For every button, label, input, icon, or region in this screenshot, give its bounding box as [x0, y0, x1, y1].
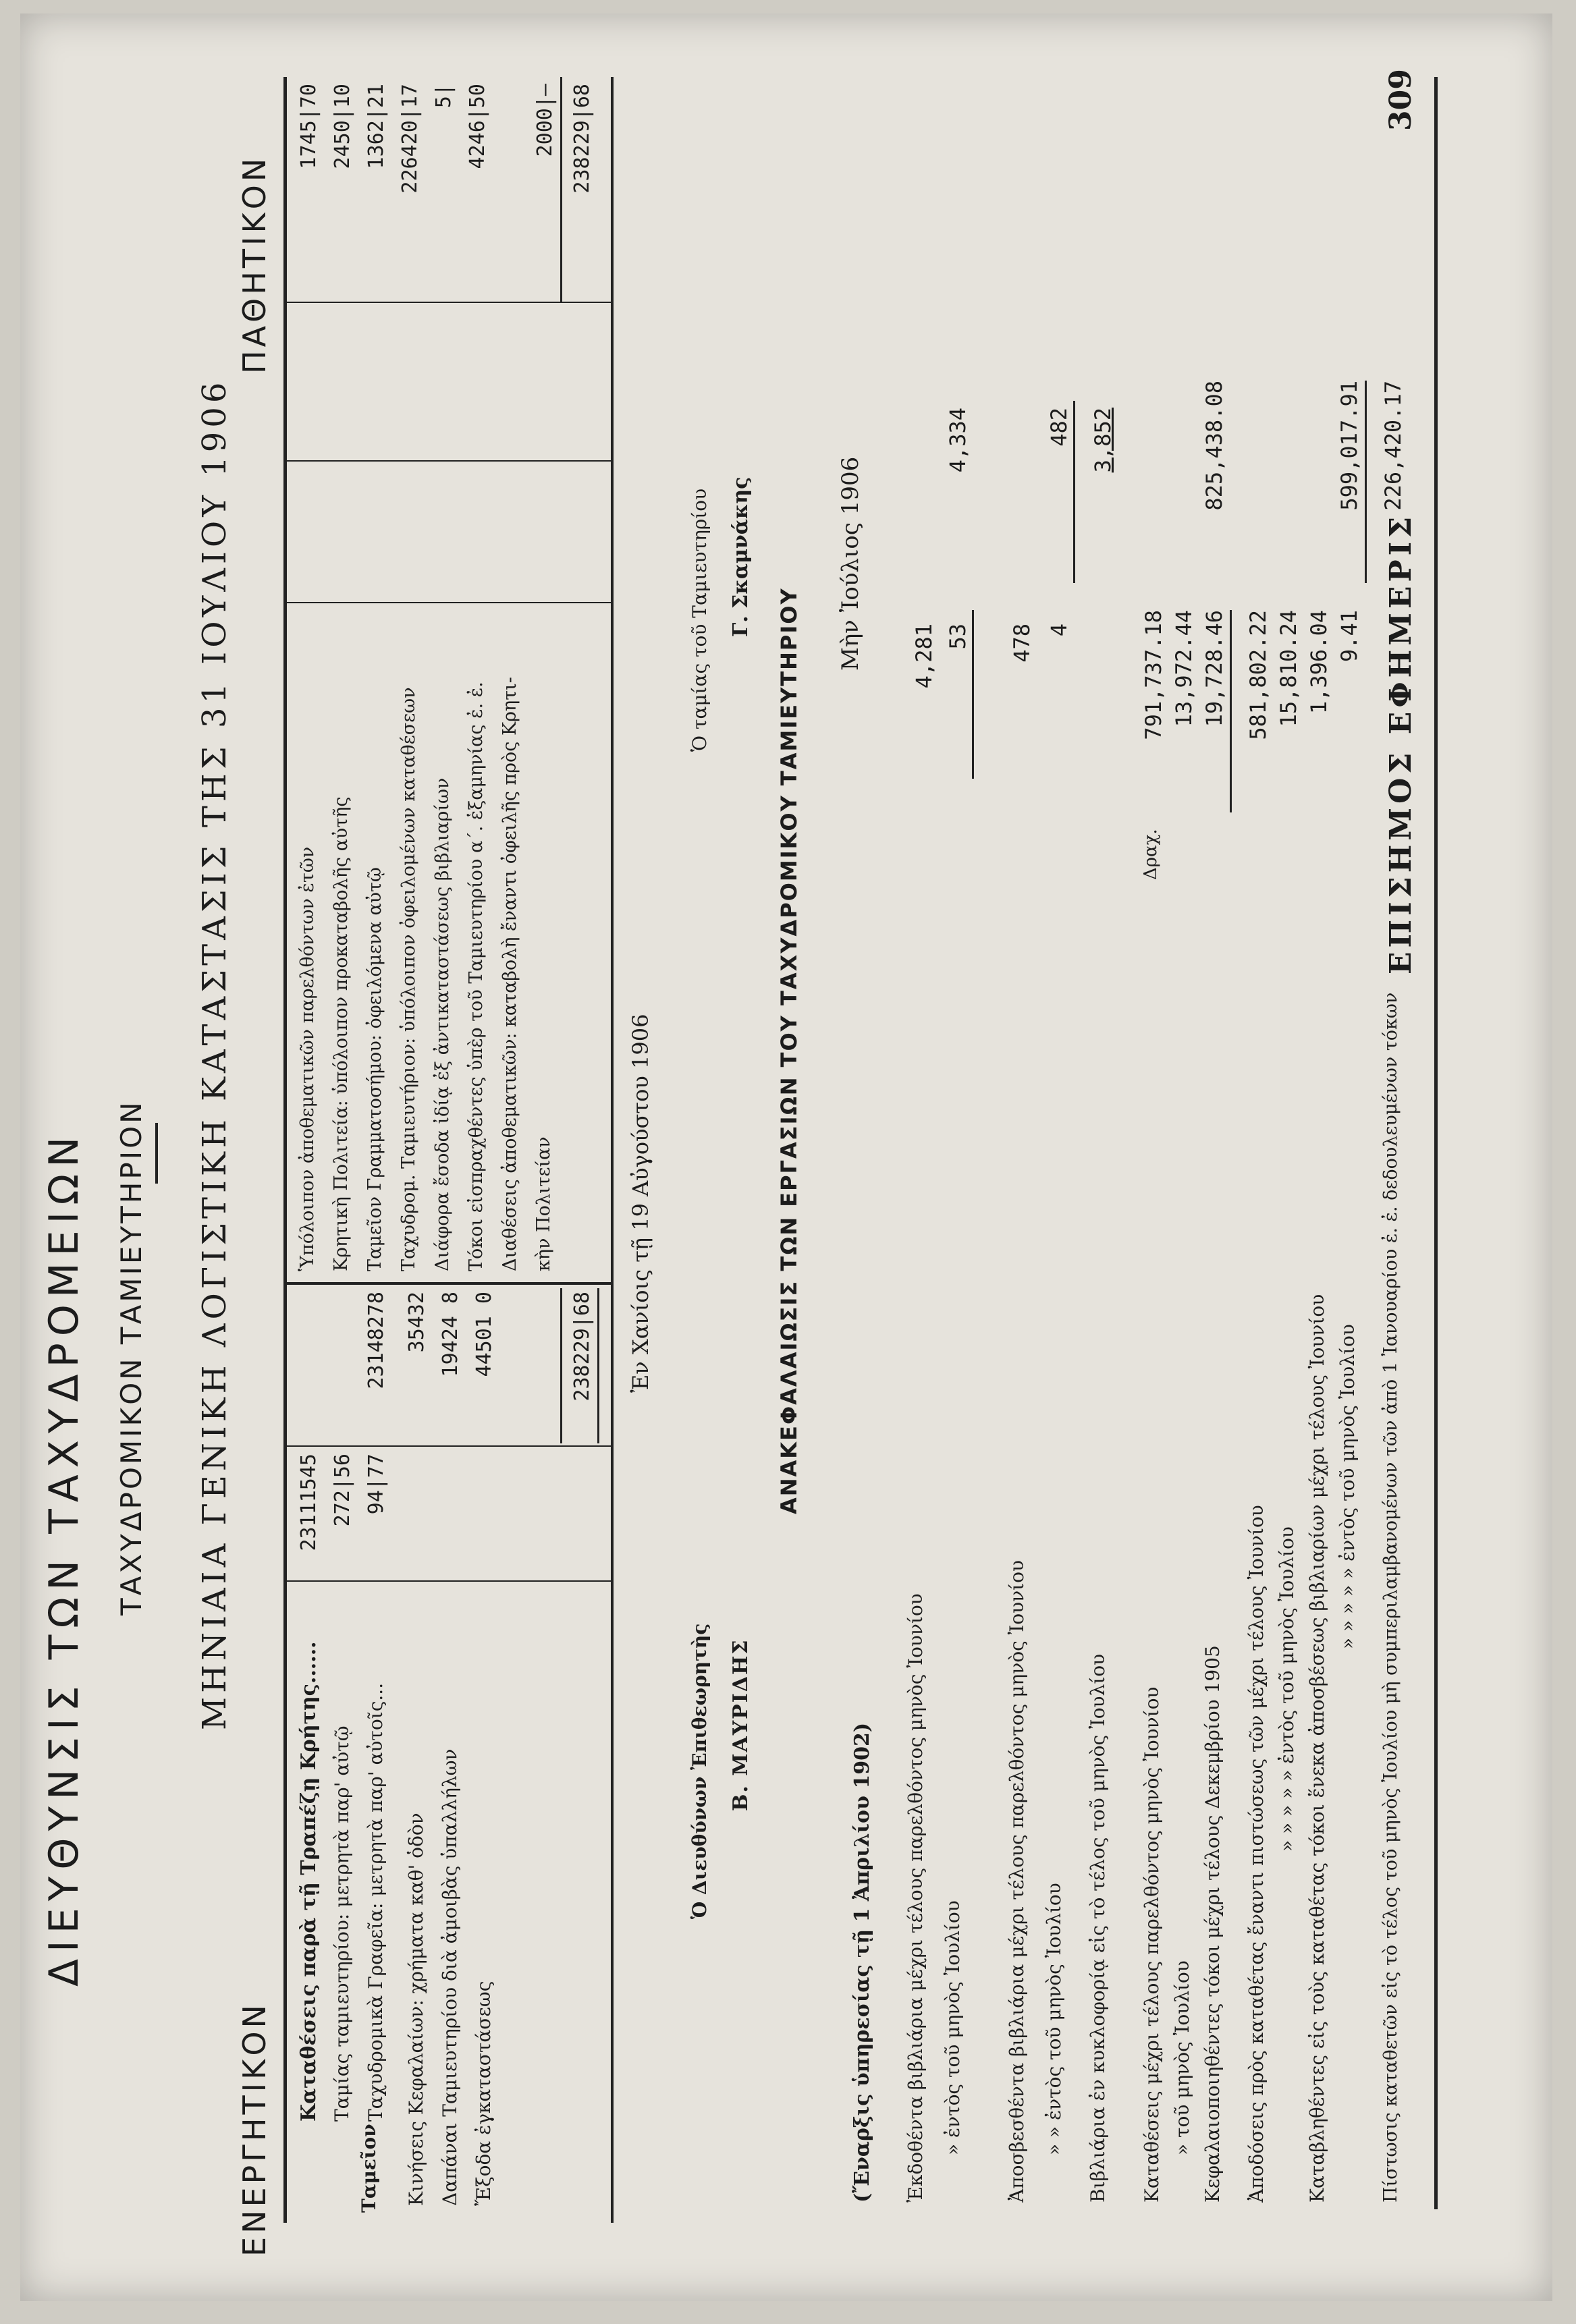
summary-rule-3	[1230, 610, 1232, 812]
summary-row-6-col1: 791,737.18	[1141, 610, 1166, 740]
summary-row-12-col1: 9.41	[1336, 610, 1362, 663]
asset-label-3: Ταχυδρομικὰ Γραφεῖα: μετρητὰ παρ' αὐτοῖς...	[364, 1682, 387, 2122]
liab-label-7: Διαθέσεις ἀποθεματικῶν: καταβολὴ ἔναντι ὀφειλῆς πρὸς Κρητι-	[499, 677, 520, 1271]
liab-value-6: 4246|50	[466, 84, 489, 169]
asset-value-2: 272|56	[331, 1454, 354, 1527]
summary-row-13-col2: 226,420.17	[1380, 381, 1406, 511]
liab-total-rule	[560, 77, 562, 303]
liab-value-rule-2	[283, 460, 614, 462]
summary-row-11-col1: 1,396.04	[1306, 610, 1332, 715]
asset-label-1: Καταθέσεις παρὰ τῇ Τραπέζῃ Κρήτης......	[297, 1641, 321, 2122]
summary-row-2-col2: 4,334	[945, 408, 971, 473]
summary-row-3-col1: 478	[1009, 624, 1035, 663]
liab-label-5: Διάφορα ἔσοδα ἰδίᾳ ἐξ ἀντικαταστάσεως βιβλιαρίων	[432, 777, 453, 1271]
summary-row-13: Πίστωσις καταθετῶν εἰς τὸ τέλος τοῦ μηνὸς Ἰουλίου μὴ συμπεριλαμβανομένων τῶν ἀπὸ 1 Ἰανουαρίου ἐ. ἐ. δεδουλευμένων τόκων	[1380, 992, 1401, 2203]
asset-label-4: Κινήσεις Κεφαλαίων: χρήματα καθ' ὁδὸν	[405, 1813, 427, 2206]
director-title: Ὁ Διευθύνων Ἐπιθεωρητὴς	[688, 1623, 711, 1919]
department-title: ΤΑΧΥΔΡΟΜΙΚΟΝ ΤΑΜΙΕΥΤΗΡΙΟΝ	[115, 1099, 148, 1615]
summary-row-5-col2: 3,852	[1090, 408, 1116, 473]
cashier-name: Γ. Σκαμνάκης	[729, 476, 753, 637]
asset-value-5: 19424 8	[439, 1292, 462, 1377]
liab-label-3: Ταμεῖον Γραμματοσήμου: ὀφειλόμενα αὐτῷ	[364, 867, 385, 1271]
table-bottom-rule	[611, 77, 614, 2223]
liab-label-6: Τόκοι εἰσπραχθέντες ὑπὲρ τοῦ Ταμιευτηρίου α΄. ἑξαμηνίας ἐ. ἐ.	[466, 682, 487, 1271]
asset-value-rule-2	[283, 1445, 614, 1447]
place-date: Ἐν Χανίοις τῇ 19 Αὐγούστου 1906	[628, 1014, 653, 1393]
liab-label-2: Κρητικὴ Πολιτεία: ὑπόλοιπον προκαταβολῆς αὐτῆς	[331, 796, 352, 1271]
asset-value-6: 44501 0	[472, 1292, 496, 1377]
summary-row-11: Καταβληθέντες εἰς τοὺς καταθέτας τόκοι ἕνεκα ἀποσβέσεως βιβλιαρίων μέχρι τέλους Ἰουνίου	[1306, 1294, 1328, 2203]
page-number: 309	[1384, 69, 1418, 131]
liab-total: 238229|68	[570, 84, 594, 194]
director-name: Β. ΜΑΥΡΙΔΗΣ	[729, 1638, 753, 1811]
summary-row-2: » ἐντὸς τοῦ μηνὸς Ἰουλίου	[942, 1900, 964, 2155]
liab-value-4: 226420|17	[398, 84, 422, 194]
summary-row-1: Ἐκδοθέντα βιβλιάρια μέχρι τέλους παρελθόντος μηνὸς Ἰουνίου	[904, 1593, 927, 2203]
asset-label-5: Δαπάναι Ταμιευτηρίου διὰ ἀμοιβὰς ὑπαλλήλων	[439, 1748, 461, 2206]
summary-row-4: » » ἐντὸς τοῦ μηνὸς Ἰουλίου	[1043, 1883, 1065, 2155]
asset-label-6: Ἔξοδα ἐγκαταστάσεως	[472, 1981, 495, 2206]
table-mid-rule	[283, 1282, 614, 1285]
liab-label-4: Ταχυδρομ. Ταμιευτήριον: ὑπόλοιπον ὀφειλομένων καταθέσεων	[398, 687, 419, 1271]
summary-row-10-col1: 15,810.24	[1276, 610, 1301, 727]
assets-heading: ΕΝΕΡΓΗΤΙΚΟΝ	[236, 2001, 273, 2257]
liab-value-5: 5|	[432, 84, 456, 109]
liab-value-1: 1745|70	[297, 84, 321, 169]
cash-group-label: Ταμεῖον	[358, 2124, 380, 2213]
summary-row-7: » τοῦ μηνὸς Ἰουλίου	[1171, 1960, 1193, 2155]
summary-row-8: Κεφαλαιοποιηθέντες τόκοι μέχρι τέλους Δεκεμβρίου 1905	[1201, 1645, 1224, 2203]
summary-rule-2	[1073, 401, 1075, 583]
liab-label-1: Ὑπόλοιπον ἀποθεματικῶν παρελθόντων ἐτῶν	[297, 846, 318, 1271]
summary-row-3: Ἀποσβεσθέντα βιβλιάρια μέχρι τέλους παρελθόντος μηνὸς Ἰουνίου	[1006, 1560, 1028, 2203]
summary-row-4-col2: 482	[1046, 408, 1072, 447]
summary-row-9: Ἀποδόσεις πρὸς καταθέτας ἔναντι πιστώσεως τῶν μέχρι τέλους Ἰουνίου	[1245, 1505, 1268, 2203]
summary-row-8-col2: 825,438.08	[1201, 381, 1227, 511]
liab-value-rule-3	[283, 302, 614, 303]
asset-label-2: Ταμίας ταμιευτηρίου: μετρητὰ παρ' αὐτῷ	[331, 1725, 353, 2122]
summary-row-6: Καταθέσεις μέχρι τέλους παρελθόντος μηνὸς Ἰουνίου	[1141, 1686, 1163, 2203]
liabilities-heading: ΠΑΘΗΤΙΚΟΝ	[236, 155, 273, 374]
table-top-rule	[283, 77, 287, 2223]
summary-row-4-col1: 4	[1046, 624, 1072, 637]
asset-value-3: 94|77	[364, 1454, 388, 1515]
asset-total-underline	[597, 1288, 599, 1443]
asset-value-1: 23111545	[297, 1454, 321, 1551]
liab-value-8: 2000|—	[533, 84, 557, 157]
asset-subtotal: 23148278	[364, 1292, 388, 1389]
summary-row-7-col1: 13,972.44	[1171, 610, 1197, 727]
summary-row-12-col2: 599,017.91	[1336, 381, 1362, 511]
month-header: Μὴν Ἰούλιος 1906	[837, 456, 864, 671]
summary-row-10: » » » » » ἐντὸς τοῦ μηνὸς Ἰουλίου	[1276, 1526, 1298, 1852]
summary-row-6-unit: Δραχ.	[1141, 829, 1161, 880]
liab-value-rule-1	[283, 602, 614, 603]
summary-row-9-col1: 581,802.22	[1245, 610, 1271, 740]
summary-row-1-col1: 4,281	[911, 624, 937, 689]
journal-title: ΕΠΙΣΗΜΟΣ ΕΦΗΜΕΡΙΣ	[1384, 512, 1418, 974]
summary-row-8-col1: 19,728.46	[1201, 610, 1227, 727]
summary-rule-4	[1365, 381, 1367, 583]
summary-row-5: Βιβλιάρια ἐν κυκλοφορίᾳ εἰς τὸ τέλος τοῦ μηνὸς Ἰουλίου	[1087, 1653, 1109, 2203]
asset-value-rule-1	[283, 1580, 614, 1582]
statement-title: ΜΗΝΙΑΙΑ ΓΕΝΙΚΗ ΛΟΓΙΣΤΙΚΗ ΚΑΤΑΣΤΑΣΙΣ ΤΗΣ 31 ΙΟΥΛΙΟΥ 1906	[196, 378, 234, 1730]
liab-value-3: 1362|21	[364, 84, 388, 169]
cashier-title: Ὁ ταμίας τοῦ Ταμιευτηρίου	[688, 488, 711, 752]
asset-value-4: 35432	[405, 1292, 429, 1353]
summary-row-2-col1: 53	[945, 624, 971, 650]
asset-total-rule	[560, 1288, 562, 1443]
asset-total: 238229|68	[570, 1292, 594, 1402]
summary-row-12: » » » » » ἐντὸς τοῦ μηνὸς Ἰουλίου	[1336, 1324, 1359, 1649]
title-rule	[155, 1123, 158, 1184]
summary-title: ΑΝΑΚΕΦΑΛΑΙΩΣΙΣ ΤΩΝ ΕΡΓΑΣΙΩΝ ΤΟΥ ΤΑΧΥΔΡΟΜΙΚΟΥ ΤΑΜΙΕΥΤΗΡΙΟΥ	[776, 587, 802, 1514]
header-rule	[1434, 77, 1438, 2209]
directorate-title: ΔΙΕΥΘΥΝΣΙΣ ΤΩΝ ΤΑΧΥΔΡΟΜΕΙΩΝ	[40, 1130, 88, 1987]
liab-value-2: 2450|10	[331, 84, 354, 169]
summary-rule-1	[972, 610, 974, 779]
liab-label-8: κὴν Πολιτείαν	[533, 1136, 554, 1271]
summary-subtitle: (Ἔναρξις ὑπηρεσίας τῇ 1 Ἀπριλίου 1902)	[850, 1722, 874, 2203]
